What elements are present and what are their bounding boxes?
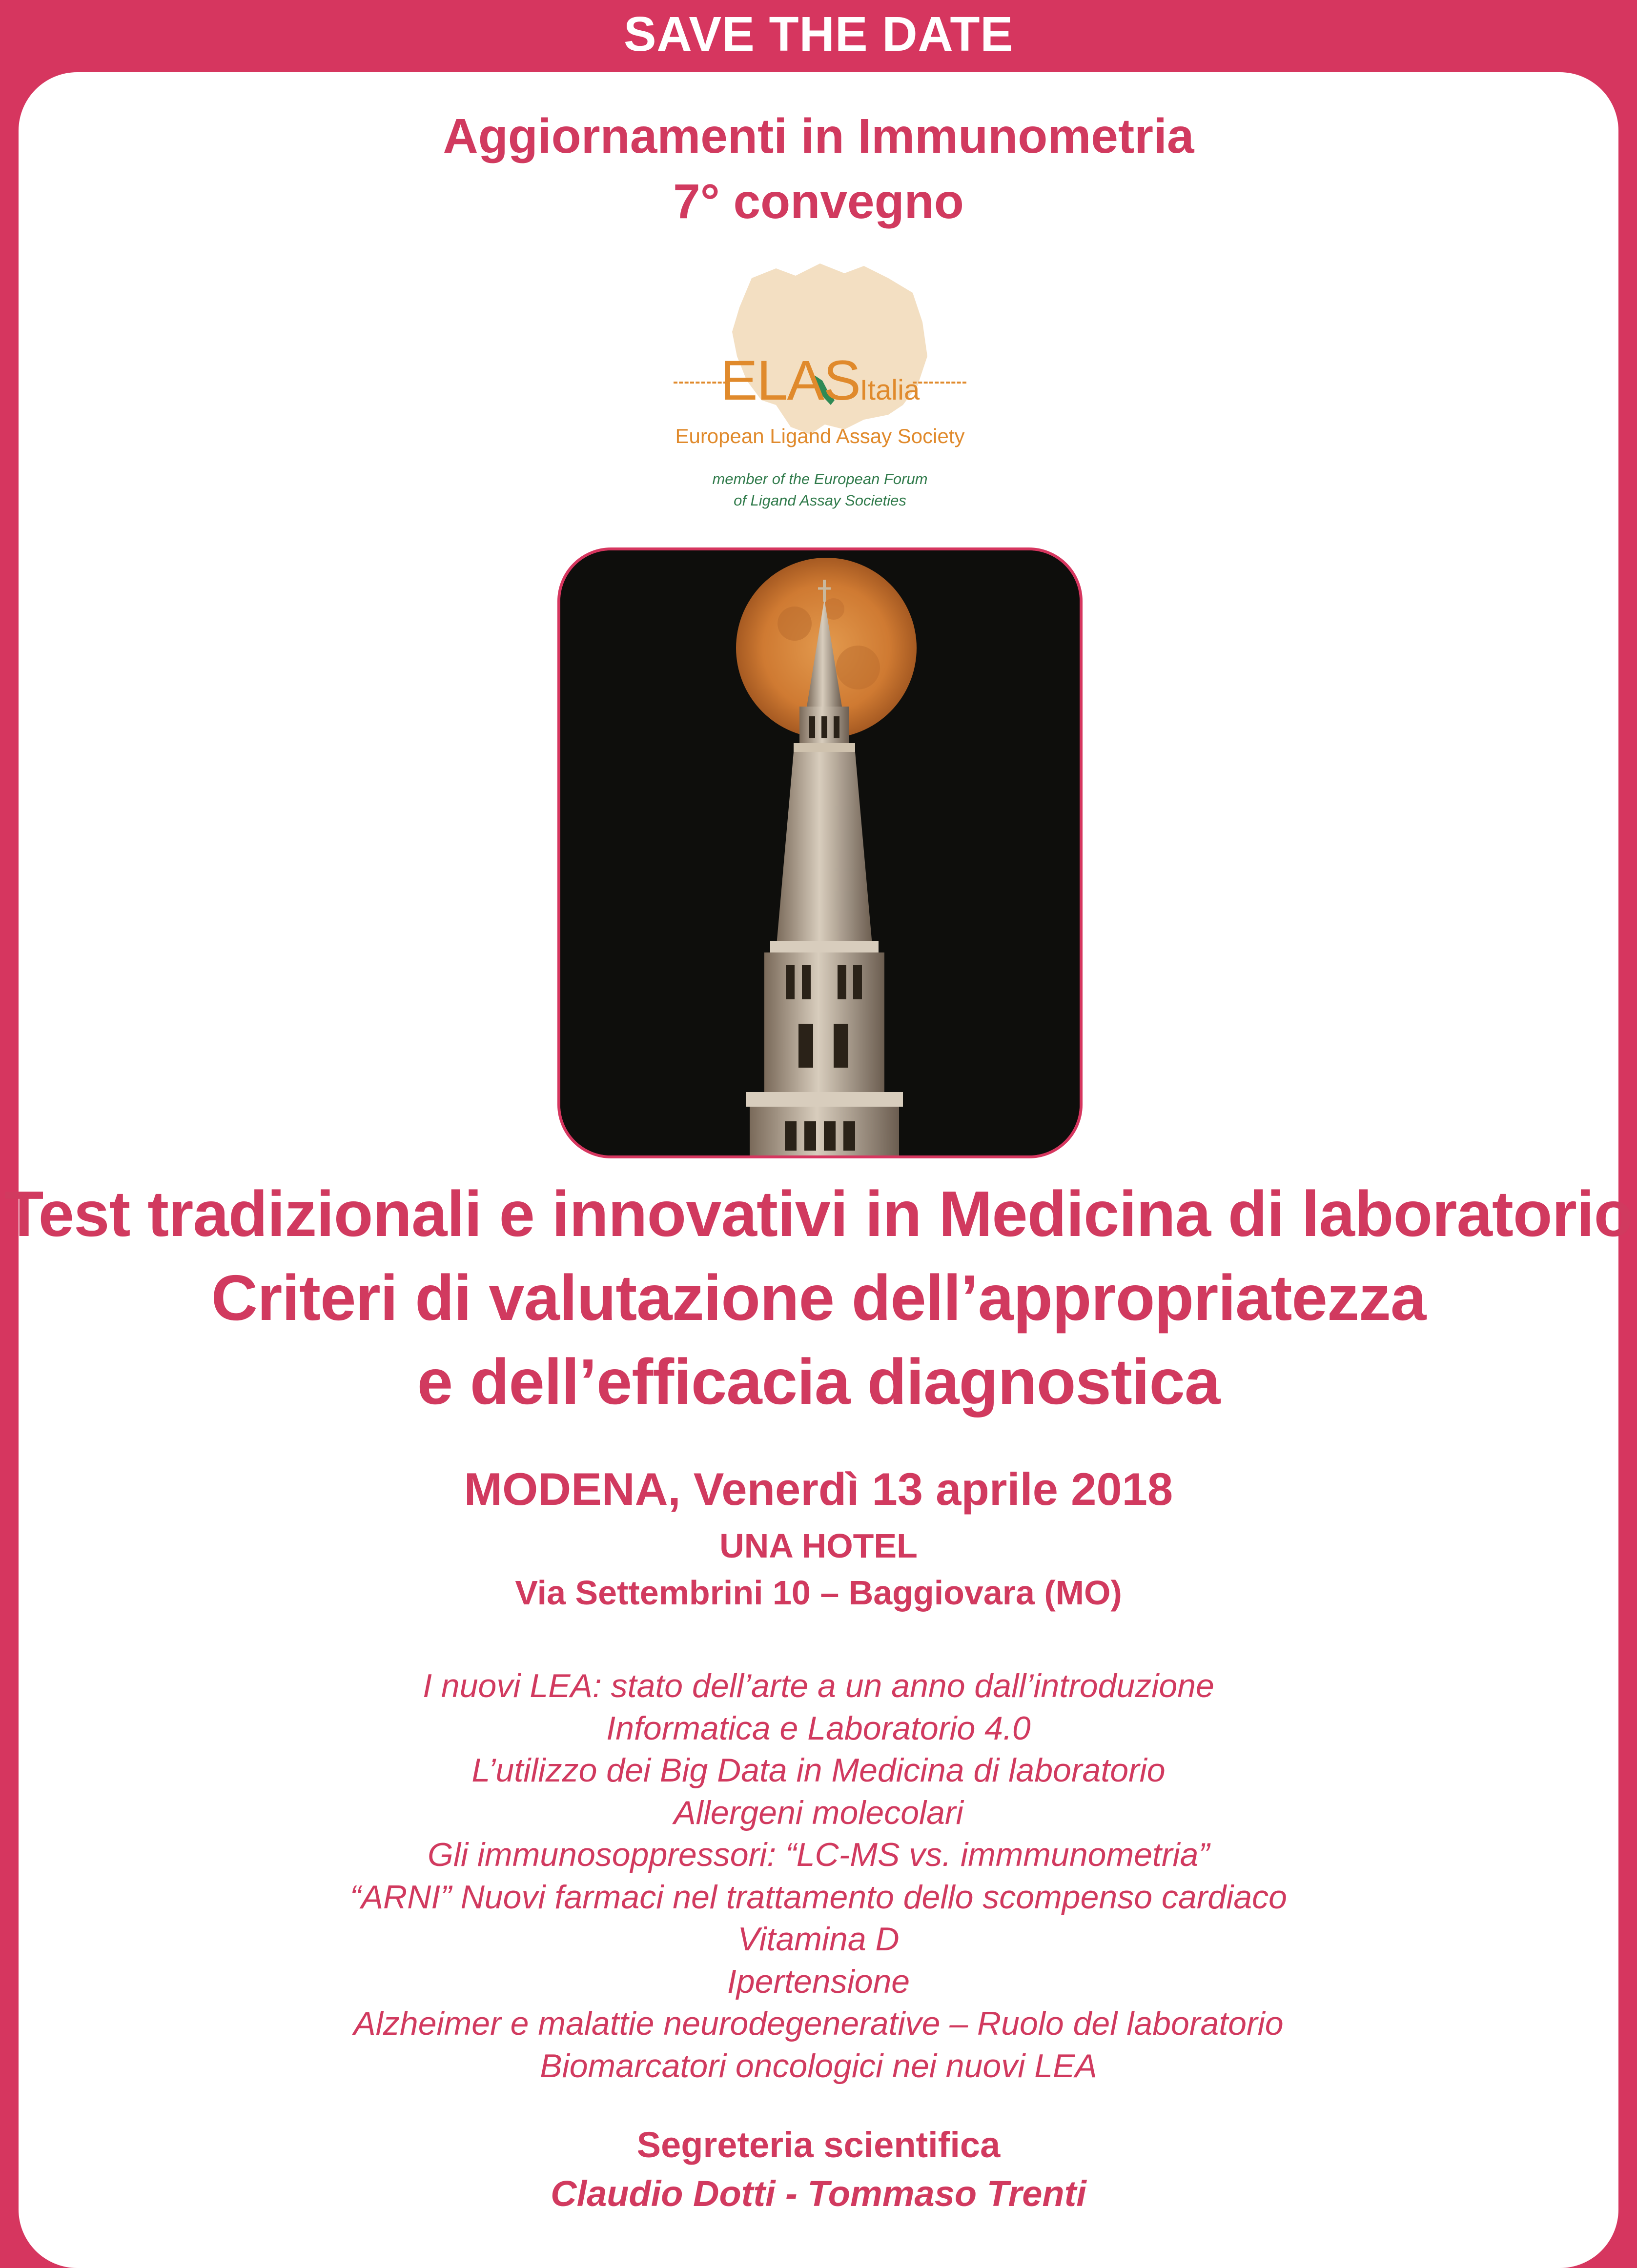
logo-member-line-1: member of the European Forum — [712, 470, 928, 487]
topic-item: Biomarcatori oncologici nei nuovi LEA — [540, 2047, 1097, 2085]
topic-item: Ipertensione — [727, 1963, 910, 2000]
tower-moon-illustration — [560, 550, 1080, 1155]
topic-item: L’utilizzo dei Big Data in Medicina di laboratorio — [471, 1752, 1166, 1789]
elas-logo — [664, 259, 976, 522]
logo-member-note — [664, 468, 976, 511]
edition-label: 7° convegno — [673, 174, 964, 229]
series-heading — [0, 103, 1637, 234]
save-the-date-banner: SAVE THE DATE — [623, 6, 1014, 61]
main-title-line-1: Test tradizionali e innovativi in Medicina di laboratorio — [4, 1178, 1633, 1250]
topic-item: Informatica e Laboratorio 4.0 — [606, 1709, 1031, 1747]
topics-list — [0, 1665, 1637, 2087]
logo-suffix: Italia — [859, 374, 920, 406]
secretariat — [0, 2121, 1637, 2218]
topic-item: “ARNI” Nuovi farmaci nel trattamento dello scompenso cardiaco — [350, 1878, 1287, 1916]
topic-item: Vitamina D — [737, 1921, 900, 1958]
event-details — [0, 1460, 1637, 1616]
topic-item: Alzheimer e malattie neurodegenerative – Ruolo del laboratorio — [353, 2005, 1284, 2042]
topic-item: Gli immunosoppressori: “LC-MS vs. immmunometria” — [427, 1836, 1210, 1873]
logo-society: European Ligand Assay Society — [675, 425, 965, 447]
event-venue: UNA HOTEL — [719, 1527, 918, 1565]
secretariat-label: Segreteria scientifica — [636, 2125, 1001, 2165]
logo-member-line-2: of Ligand Assay Societies — [734, 492, 906, 509]
main-title-block — [0, 1172, 1637, 1424]
event-date: MODENA, Venerdì 13 aprile 2018 — [464, 1463, 1173, 1515]
secretariat-names: Claudio Dotti - Tommaso Trenti — [551, 2173, 1086, 2214]
tower-moon-photo — [557, 547, 1083, 1158]
logo-wordmark — [664, 351, 976, 420]
topic-item: I nuovi LEA: stato dell’arte a un anno dall’introduzione — [423, 1667, 1214, 1704]
topic-item: Allergeni molecolari — [674, 1794, 963, 1831]
event-address: Via Settembrini 10 – Baggiovara (MO) — [515, 1574, 1122, 1612]
main-title-line-3: e dell’efficacia diagnostica — [417, 1346, 1220, 1418]
series-title: Aggiornamenti in Immunometria — [443, 109, 1194, 163]
main-title-line-2: Criteri di valutazione dell’appropriatezza — [211, 1262, 1426, 1334]
logo-name: ELAS — [720, 349, 860, 412]
